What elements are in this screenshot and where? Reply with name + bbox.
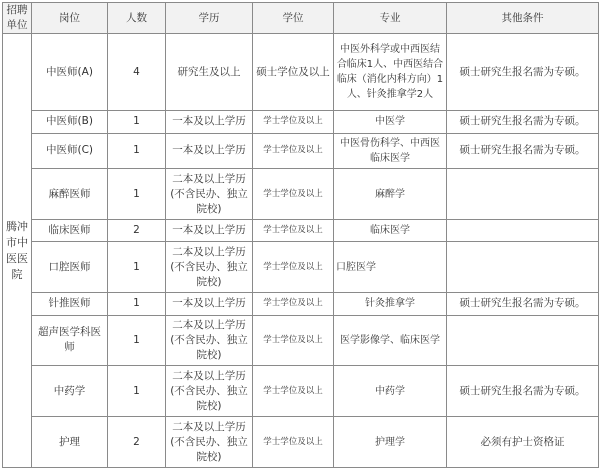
- other-cell: [447, 219, 599, 241]
- header-count: 人数: [108, 3, 166, 34]
- major-cell: 口腔医学: [334, 242, 447, 293]
- other-cell: [447, 315, 599, 366]
- degree-cell: 学士学位及以上: [253, 219, 334, 241]
- other-cell: 硕士研究生报名需为专硕。: [447, 34, 599, 111]
- unit-name-cell: 腾冲市中医医院: [3, 34, 32, 468]
- table-row: [3, 417, 599, 468]
- other-cell: 硕士研究生报名需为专硕。: [447, 133, 599, 169]
- table-row: [3, 242, 599, 293]
- education-cell: 一本及以上学历: [166, 111, 253, 133]
- degree-cell: 学士学位及以上: [253, 315, 334, 366]
- header-other: 其他条件: [447, 3, 599, 34]
- education-cell: 一本及以上学历: [166, 293, 253, 315]
- table-row: [3, 219, 599, 241]
- header-post: 岗位: [32, 3, 108, 34]
- count-cell: 1: [108, 111, 166, 133]
- education-cell: 二本及以上学历(不含民办、独立院校): [166, 417, 253, 468]
- other-cell: 必须有护士资格证: [447, 417, 599, 468]
- major-cell: 针灸推拿学: [334, 293, 447, 315]
- post-cell: 超声医学科医师: [32, 315, 108, 366]
- degree-cell: 学士学位及以上: [253, 169, 334, 220]
- education-cell: 二本及以上学历(不含民办、独立院校): [166, 169, 253, 220]
- major-cell: 中医学: [334, 111, 447, 133]
- degree-cell: 学士学位及以上: [253, 111, 334, 133]
- education-cell: 二本及以上学历(不含民办、独立院校): [166, 242, 253, 293]
- degree-cell: 学士学位及以上: [253, 366, 334, 417]
- count-cell: 1: [108, 169, 166, 220]
- major-cell: 中医骨伤科学、中西医临床医学: [334, 133, 447, 169]
- major-cell: 中医外科学或中西医结合临床1人、中西医结合临床（消化内科方向）1人、针灸推拿学2人: [334, 34, 447, 111]
- post-cell: 中医师(B): [32, 111, 108, 133]
- degree-cell: 学士学位及以上: [253, 133, 334, 169]
- post-cell: 中医师(C): [32, 133, 108, 169]
- header-degree: 学位: [253, 3, 334, 34]
- other-cell: 硕士研究生报名需为专硕。: [447, 293, 599, 315]
- education-cell: 一本及以上学历: [166, 133, 253, 169]
- post-cell: 针推医师: [32, 293, 108, 315]
- education-cell: 二本及以上学历(不含民办、独立院校): [166, 315, 253, 366]
- count-cell: 2: [108, 417, 166, 468]
- table-row: [3, 34, 599, 111]
- major-cell: 中药学: [334, 366, 447, 417]
- recruitment-table: [2, 2, 599, 468]
- post-cell: 中医师(A): [32, 34, 108, 111]
- table-row: [3, 293, 599, 315]
- count-cell: 1: [108, 315, 166, 366]
- other-cell: 硕士研究生报名需为专硕。: [447, 111, 599, 133]
- degree-cell: 学士学位及以上: [253, 417, 334, 468]
- post-cell: 临床医师: [32, 219, 108, 241]
- other-cell: [447, 169, 599, 220]
- degree-cell: 硕士学位及以上: [253, 34, 334, 111]
- count-cell: 4: [108, 34, 166, 111]
- table-row: [3, 315, 599, 366]
- post-cell: 麻醉医师: [32, 169, 108, 220]
- table-row: [3, 366, 599, 417]
- table-row: [3, 111, 599, 133]
- major-cell: 医学影像学、临床医学: [334, 315, 447, 366]
- education-cell: 一本及以上学历: [166, 219, 253, 241]
- other-cell: [447, 242, 599, 293]
- count-cell: 1: [108, 293, 166, 315]
- count-cell: 1: [108, 366, 166, 417]
- count-cell: 1: [108, 242, 166, 293]
- post-cell: 口腔医师: [32, 242, 108, 293]
- table-row: [3, 169, 599, 220]
- degree-cell: 学士学位及以上: [253, 242, 334, 293]
- post-cell: 中药学: [32, 366, 108, 417]
- count-cell: 1: [108, 133, 166, 169]
- degree-cell: 学士学位及以上: [253, 293, 334, 315]
- header-row: [3, 3, 599, 34]
- post-cell: 护理: [32, 417, 108, 468]
- major-cell: 临床医学: [334, 219, 447, 241]
- table-row: [3, 133, 599, 169]
- education-cell: 二本及以上学历(不含民办、独立院校): [166, 366, 253, 417]
- count-cell: 2: [108, 219, 166, 241]
- other-cell: 硕士研究生报名需为专硕。: [447, 366, 599, 417]
- education-cell: 研究生及以上: [166, 34, 253, 111]
- major-cell: 麻醉学: [334, 169, 447, 220]
- header-major: 专业: [334, 3, 447, 34]
- header-education: 学历: [166, 3, 253, 34]
- header-unit: 招聘单位: [3, 3, 32, 34]
- major-cell: 护理学: [334, 417, 447, 468]
